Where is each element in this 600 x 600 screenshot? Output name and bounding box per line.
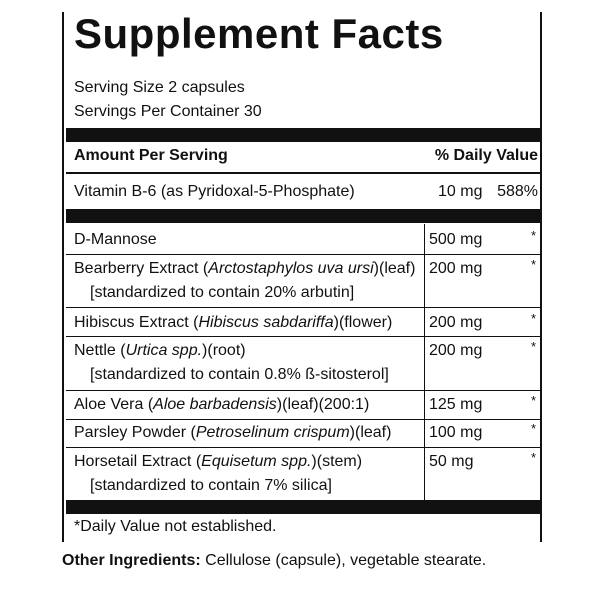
ingredient-name: Parsley Powder (Petroselinum crispum)(leaf) xyxy=(74,424,392,441)
vitamin-amount: 10 mg xyxy=(438,183,483,200)
ingredient-amount: 50 mg xyxy=(429,453,474,470)
ingredient-amount: 100 mg xyxy=(429,424,483,441)
ingredient-dv: * xyxy=(530,339,536,354)
vitamin-name: Vitamin B-6 (as Pyridoxal-5-Phosphate) xyxy=(74,183,355,200)
divider-bar xyxy=(66,500,542,514)
ingredient-note: [standardized to contain 7% silica] xyxy=(90,477,332,494)
ingredient-note: [standardized to contain 0.8% ß-sitosterol] xyxy=(90,366,389,383)
amount-per-serving-label: Amount Per Serving xyxy=(74,147,228,164)
ingredient-name: Bearberry Extract (Arctostaphylos uva ursi)(leaf) xyxy=(74,260,416,277)
ingredient-name: Horsetail Extract (Equisetum spp.)(stem) xyxy=(74,453,363,470)
ingredient-name: D-Mannose xyxy=(74,231,157,248)
ingredient-name: Nettle (Urtica spp.)(root) xyxy=(74,342,246,359)
divider-bar xyxy=(66,128,542,142)
ingredient-note: [standardized to contain 20% arbutin] xyxy=(90,284,355,301)
serving-size: Serving Size 2 capsules xyxy=(74,79,245,96)
header-rule xyxy=(66,172,542,174)
ingredient-dv: * xyxy=(530,228,536,243)
column-divider xyxy=(424,224,425,500)
other-ingredients xyxy=(62,552,486,570)
panel-title: Supplement Facts xyxy=(74,10,444,57)
table-header xyxy=(74,147,538,165)
ingredient-amount: 200 mg xyxy=(429,314,483,331)
ingredient-amount: 125 mg xyxy=(429,396,483,413)
servings-per-container: Servings Per Container 30 xyxy=(74,103,262,120)
ingredient-amount: 500 mg xyxy=(429,231,483,248)
daily-value-label: % Daily Value xyxy=(434,147,538,164)
vitamin-dv: 588% xyxy=(497,183,538,200)
ingredient-name: Hibiscus Extract (Hibiscus sabdariffa)(flower) xyxy=(74,314,393,331)
row-rule xyxy=(66,390,542,391)
ingredient-dv: * xyxy=(530,421,536,436)
ingredient-name: Aloe Vera (Aloe barbadensis)(leaf)(200:1) xyxy=(74,396,370,413)
row-rule xyxy=(66,336,542,337)
other-ingredients-label: Other Ingredients: xyxy=(62,552,201,569)
daily-value-footnote: *Daily Value not established. xyxy=(74,518,277,535)
row-rule xyxy=(66,254,542,255)
row-rule xyxy=(66,447,542,448)
ingredient-amount: 200 mg xyxy=(429,342,483,359)
ingredient-dv: * xyxy=(530,393,536,408)
row-rule xyxy=(66,307,542,308)
other-ingredients-text: Cellulose (capsule), vegetable stearate. xyxy=(200,552,487,569)
ingredient-dv: * xyxy=(530,450,536,465)
divider-bar xyxy=(66,209,542,223)
ingredient-dv: * xyxy=(530,311,536,326)
row-rule xyxy=(66,419,542,420)
ingredient-amount: 200 mg xyxy=(429,260,483,277)
ingredient-dv: * xyxy=(530,257,536,272)
